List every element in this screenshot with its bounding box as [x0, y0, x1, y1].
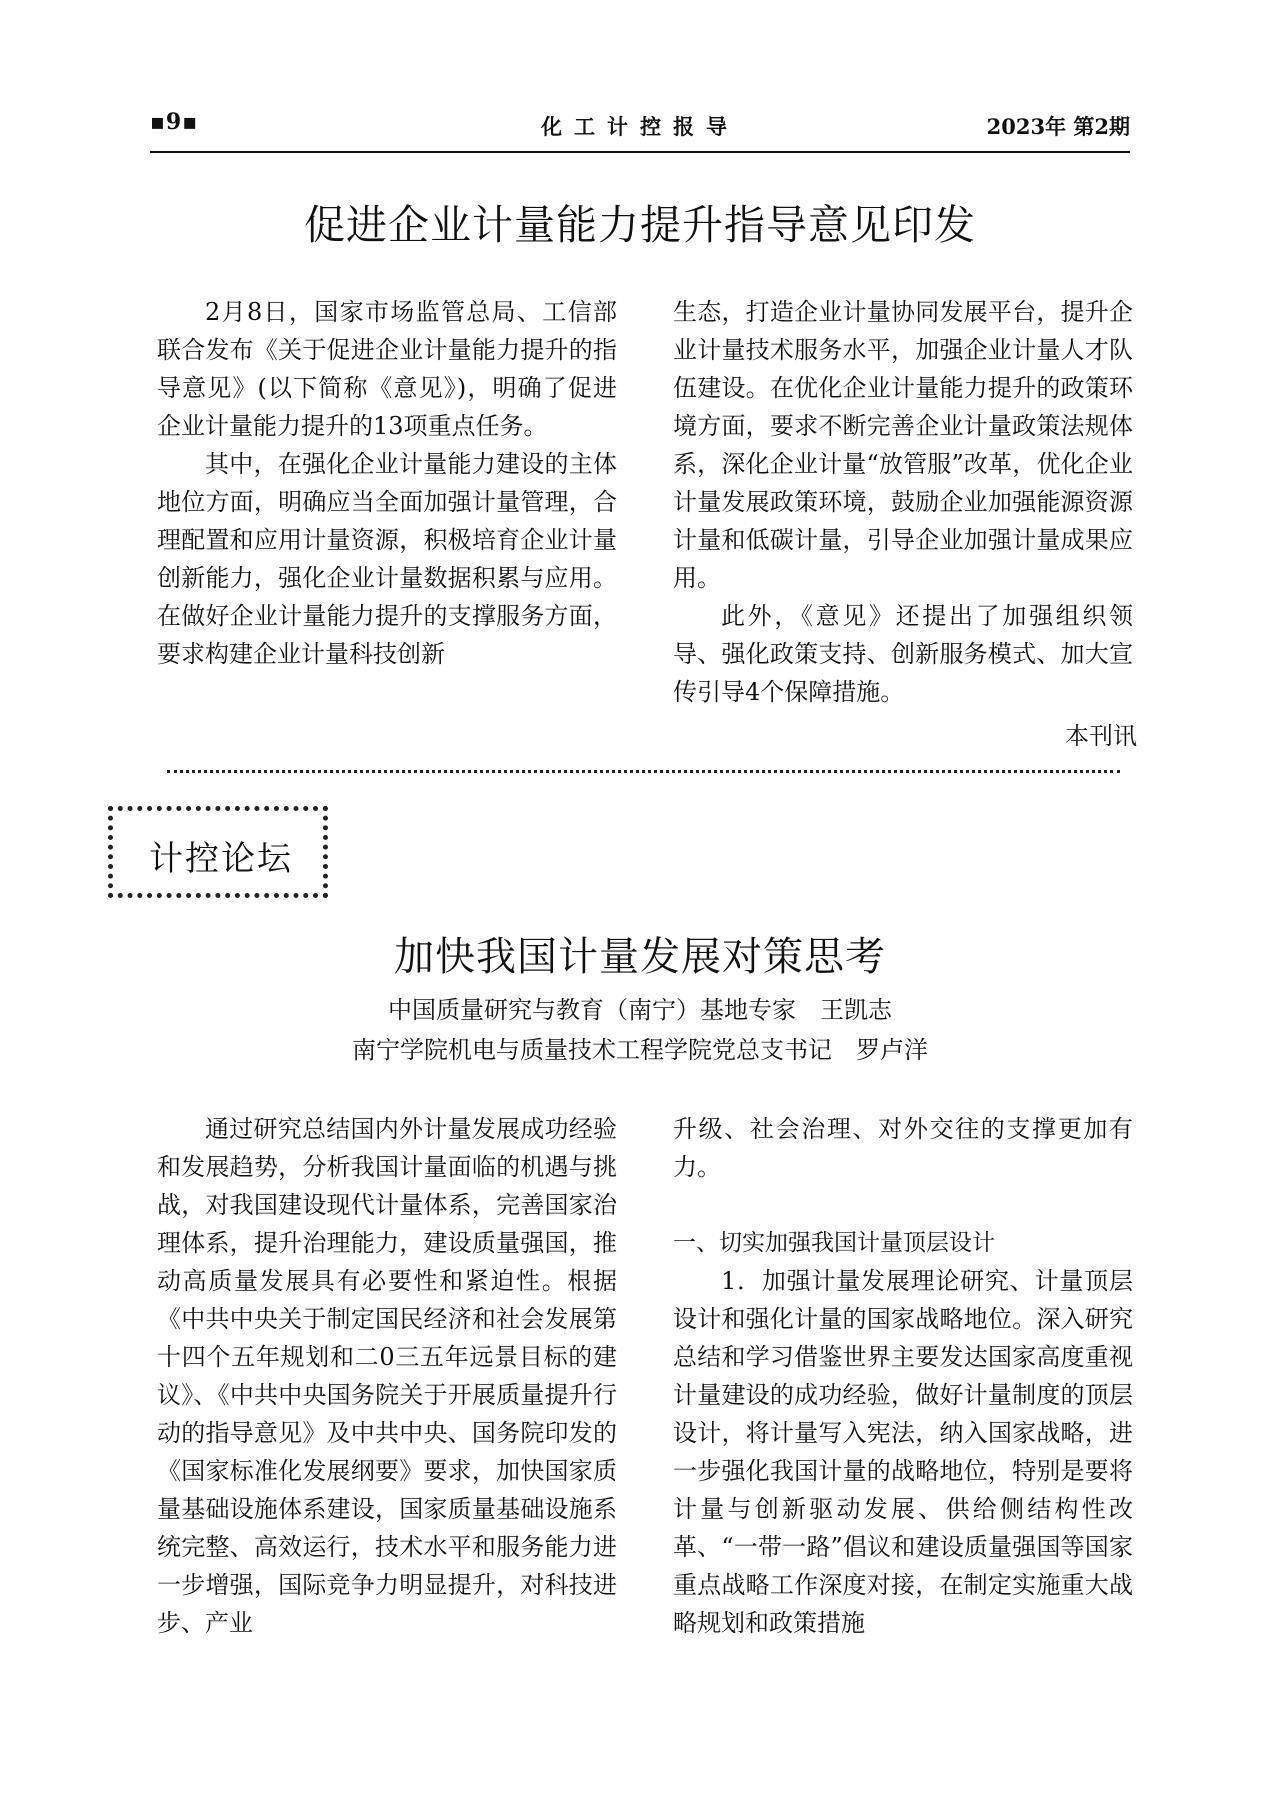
article1-title: 促进企业计量能力提升指导意见印发	[304, 201, 976, 249]
article1-left-column	[157, 293, 617, 673]
journal-name: 化工计控报导	[541, 114, 739, 139]
section-label: 计控论坛	[149, 839, 293, 879]
article1-paragraph: 生态，打造企业计量协同发展平台，提升企业计量技术服务水平，加强企业计量人才队伍建设。在优化企业计量能力提升的政策环境方面，要求不断完善企业计量政策法规体系，深化企业计量“放管服”改革，优化企业计量发展政策环境，鼓励企业加强能源资源计量和低碳计量，引导企业加强计量成果应用。	[673, 298, 1133, 592]
header-rule	[150, 151, 1130, 153]
section-heading: 一、切实加强我国计量顶层设计	[673, 1230, 995, 1256]
issue-label: 2023年 第2期	[986, 114, 1130, 139]
article2-title: 加快我国计量发展对策思考	[394, 934, 886, 980]
article1-right-column	[673, 293, 1133, 711]
article1-paragraph: 2月8日，国家市场监管总局、工信部联合发布《关于促进企业计量能力提升的指导意见》(以下简称《意见》)，明确了促进企业计量能力提升的13项重点任务。	[157, 298, 617, 440]
running-header	[150, 103, 1130, 143]
author-line: 中国质量研究与教育（南宁）基地专家 王凯志	[388, 996, 892, 1024]
article1-paragraph: 其中，在强化企业计量能力建设的主体地位方面，明确应当全面加强计量管理，合理配置和应用计量资源，积极培育企业计量创新能力，强化企业计量数据积累与应用。在做好企业计量能力提升的支撑服务方面，要求构建企业计量科技创新	[157, 450, 617, 668]
article1-signature: 本刊讯	[1065, 722, 1137, 750]
article2-paragraph: 1．加强计量发展理论研究、计量顶层设计和强化计量的国家战略地位。深入研究总结和学习借鉴世界主要发达国家高度重视计量建设的成功经验，做好计量制度的顶层设计，将计量写入宪法，纳入国家战略，进一步强化我国计量的战略地位，特别是要将计量与创新驱动发展、供给侧结构性改革、“一带一路”倡议和建设质量强国等国家重点战略工作深度对接，在制定实施重大战略规划和政策措施	[673, 1267, 1133, 1637]
dotted-separator	[167, 770, 1120, 773]
author-line: 南宁学院机电与质量技术工程学院党总支书记 罗卢洋	[352, 1036, 928, 1064]
article1-paragraph: 此外，《意见》还提出了加强组织领导、强化政策支持、创新服务模式、加大宣传引导4个保障措施。	[673, 602, 1133, 706]
article2-right-column	[673, 1110, 1133, 1642]
article2-paragraph: 升级、社会治理、对外交往的支撑更加有力。	[673, 1115, 1133, 1181]
page-number: ▪9▪	[150, 109, 199, 135]
article2-paragraph: 通过研究总结国内外计量发展成功经验和发展趋势，分析我国计量面临的机遇与挑战，对我国建设现代计量体系，完善国家治理体系，提升治理能力，建设质量强国，推动高质量发展具有必要性和紧迫性。根据《中共中央关于制定国民经济和社会发展第十四个五年规划和二0三五年远景目标的建议》、《中共中央国务院关于开展质量提升行动的指导意见》及中共中央、国务院印发的《国家标准化发展纲要》要求，加快国家质量基础设施体系建设，国家质量基础设施系统完整、高效运行，技术水平和服务能力进一步增强，国际竞争力明显提升，对科技进步、产业	[157, 1115, 617, 1637]
section-label-box	[108, 806, 328, 898]
article2-left-column	[157, 1110, 617, 1642]
